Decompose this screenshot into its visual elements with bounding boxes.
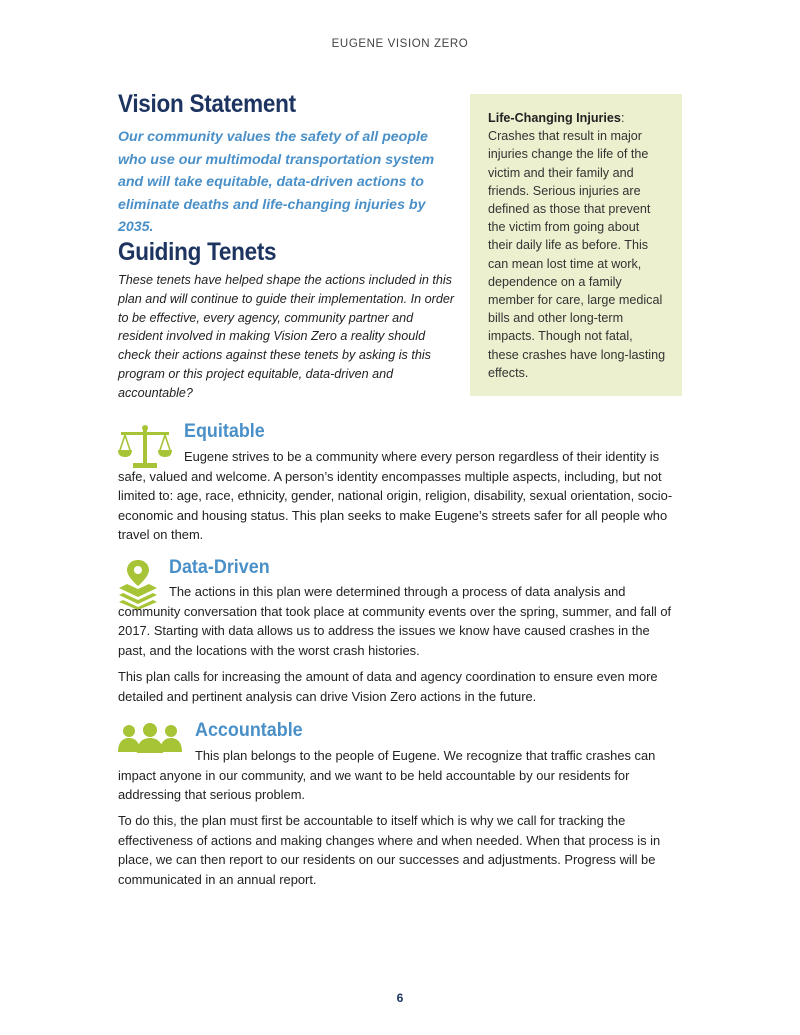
accountable-body-1: This plan belongs to the people of Eugene. We recognize that traffic crashes can impact anyone in our community, and we want to be held accountable by our residents for addressing that serious problem. xyxy=(118,748,656,803)
guiding-tenets-heading: Guiding Tenets xyxy=(118,238,277,266)
life-changing-injuries-sidebar xyxy=(470,94,682,396)
data-driven-title: Data-Driven xyxy=(169,556,270,578)
accountable-title: Accountable xyxy=(195,719,303,741)
data-driven-body-1: The actions in this plan were determined through a process of data analysis and community conversation that took place at community events over the spring, summer, and fall of 2017. Starting with data allows us to address the issues we know have caused crashes in the past, and the locations with the worst crash histories. xyxy=(118,584,672,658)
vision-statement-heading: Vision Statement xyxy=(118,90,296,118)
equitable-title: Equitable xyxy=(184,420,265,442)
page-number: 6 xyxy=(396,991,404,1005)
equitable-body: Eugene strives to be a community where every person regardless of their identity is safe, valued and welcome. A person’s identity encompasses multiple aspects, including, but not limited to: age, race, ethnicity, gender, national origin, religion, disability, sexual orientation, socio-economic and housing status. This plan seeks to make Eugene’s streets safer for all people who travel on them. xyxy=(118,449,673,543)
accountable-text-1 xyxy=(118,746,678,805)
data-driven-text-2: This plan calls for increasing the amount of data and agency coordination to ensure even more detailed and pertinent analysis can drive Vision Zero actions in the future. xyxy=(118,669,658,704)
guiding-tenets-intro: These tenets have helped shape the actions included in this plan and will continue to guide their implementation. In order to be effective, every agency, community partner and resident involved in making Vision Zero a reality should check their actions against these tenets by asking is this program or this project equitable, data-driven and accountable? xyxy=(118,273,455,400)
equitable-text xyxy=(118,447,678,545)
data-driven-text-1 xyxy=(118,582,678,660)
sidebar-colon: : xyxy=(620,111,625,125)
running-header: EUGENE VISION ZERO xyxy=(331,38,469,50)
vision-statement-text: Our community values the safety of all people who use our multimodal transportation system and will take equitable, data-driven actions to eliminate deaths and life-changing injuries by 2035. xyxy=(118,129,435,235)
sidebar-term: Life-Changing Injuries xyxy=(488,111,621,125)
sidebar-definition: Crashes that result in major injuries change the life of the victim and their family and friends. Serious injuries are defined as those that prevent the victim from going about their daily life as before. This can mean lost time at work, dependence on a family member for care, large medical bills and other long-term impacts. Though not fatal, these crashes have long-lasting effects. xyxy=(488,129,666,380)
accountable-text-2: To do this, the plan must first be accountable to itself which is why we call for tracking the effectiveness of actions and making changes where and when needed. When that process is in place, we can then report to our residents on our successes and adjustments. Progress will be communicated in an annual report. xyxy=(118,813,661,887)
